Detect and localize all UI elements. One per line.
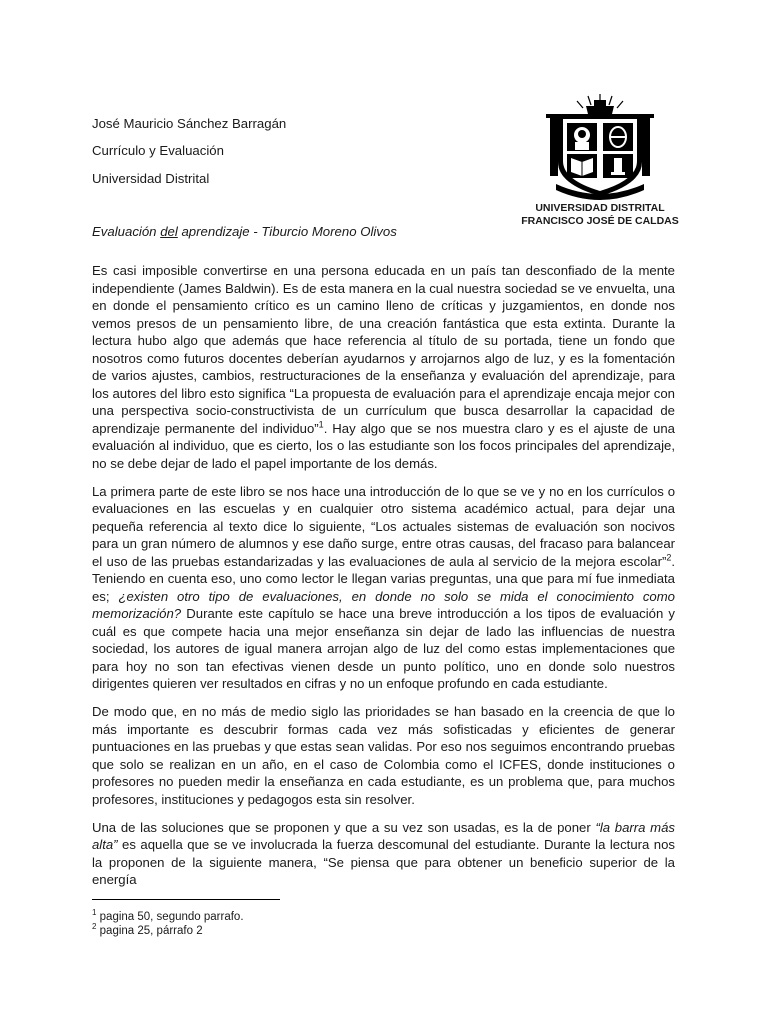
paragraph-2-text-b: . Teniendo en cuenta eso, uno como lector le llegan varias preguntas, una que para mí fue inmediata es; xyxy=(92,553,675,604)
course-name: Currículo y Evaluación xyxy=(92,143,224,158)
university-seal-icon xyxy=(520,92,680,200)
author-name: José Mauricio Sánchez Barragán xyxy=(92,116,287,131)
footnote-1-mark: 1 xyxy=(92,908,97,917)
paragraph-4 xyxy=(92,819,675,889)
logo-line-1: UNIVERSIDAD DISTRITAL xyxy=(535,202,665,214)
university-name: Universidad Distrital xyxy=(92,171,210,186)
footnote-1-text: pagina 50, segundo parrafo. xyxy=(96,910,244,923)
paragraph-2-text-a: La primera parte de este libro se nos hace una introducción de lo que se ve y no en los currículos o evaluaciones en las escuelas y en cualquier otro sistema académico actual, para dejar una pequeña referencia al texto dice lo siguiente, “Los actuales sistemas de evaluación son nocivos para un gran número de alumnos y ese daño surge, entre otras causas, del fracaso para balancear el uso de las pruebas estandarizadas y las evaluaciones de aula al servicio de la mejora escolar” xyxy=(92,483,675,569)
title-part-1: Evaluación xyxy=(92,224,161,239)
footnote-ref-2: 2 xyxy=(666,552,672,563)
paragraph-4-text-a: Una de las soluciones que se proponen y que a su vez son usadas, es la de poner xyxy=(92,819,596,835)
logo-line-2: FRANCISCO JOSÉ DE CALDAS xyxy=(521,215,679,227)
footnote-divider xyxy=(92,899,280,900)
paragraph-3: De modo que, en no más de medio siglo las prioridades se han basado en la creencia de que lo más importante es descubrir formas cada vez más sofisticadas y eficientes de generar puntuaciones en las pruebas y que estas sean validas. Por eso nos seguimos encontrando pruebas que solo se realizan en un año, en el caso de Colombia como el ICFES, donde instituciones o profesores no pueden medir la enseñanza en cada estudiante, es un problema que, para muchos profesores, instituciones y pedagogos esta sin resolver. xyxy=(92,704,675,807)
paragraph-2-question: ¿existen otro tipo de evaluaciones, en donde no solo se mida el conocimiento como memorización? xyxy=(92,588,675,621)
paragraph-1-text-a: Es casi imposible convertirse en una persona educada en un país tan desconfiado de la mente independiente (James Baldwin). Es de esta manera en la cual nuestra sociedad se ve envuelta, una en donde el pensamiento crítico es un camino lleno de críticas y juzgamientos, en donde nos vemos presos de un pensamiento libre, de una creación fantástica que esta extinta. Durante la lectura hubo algo que además que hace referencia al título de su portada, tiene un fondo que nosotros como futuros docentes deberían ayudarnos y arrojarnos algo de luz, y es la fomentación de varios ajustes, cambios, restructuraciones de la enseñanza y evaluación del aprendizaje, para los autores del libro esto significa “La propuesta de evaluación para el aprendizaje encaja mejor con una perspectiva socio-constructivista de un currículum que busca desarrollar la capacidad de aprendizaje permanente del individuo” xyxy=(92,263,675,436)
university-logo xyxy=(520,92,680,232)
paragraph-4-text-b: es aquella que se ve involucrada la fuerza descomunal del estudiante. Durante la lectura nos la proponen de la siguiente manera, “Se piensa que para obtener un beneficio superior de la energía xyxy=(92,837,675,887)
paragraph-4-quote: “la barra más alta” xyxy=(92,819,675,852)
title-part-2: aprendizaje - Tiburcio Moreno Olivos xyxy=(177,224,397,239)
footnote-ref-1: 1 xyxy=(318,419,324,430)
title-underlined-word: del xyxy=(160,224,178,239)
paragraph-2-text-c: Durante este capítulo se hace una breve introducción a los tipos de evaluación y cuál es que compete hacia una mejor enseñanza sin dejar de lado las influencias de nuestra sociedad, los autores de igual manera arrojan algo de luz del como estas implementaciones que para hoy no son tan efectivas vienen desde un punto político, uno en donde solo nuestros dirigentes quieren ver resultados en cifras y no un enfoque profundo en cada estudiante. xyxy=(92,606,675,691)
document-title xyxy=(92,224,397,239)
footnote-2 xyxy=(92,920,203,938)
body-text xyxy=(92,262,675,899)
footnote-2-text: pagina 25, párrafo 2 xyxy=(96,924,203,937)
paragraph-1 xyxy=(92,262,675,472)
footnote-2-mark: 2 xyxy=(92,922,97,931)
paragraph-1-text-b: . Hay algo que se nos muestra claro y es el ajuste de una evaluación al individuo, que es cierto, los o las estudiante son los focos principales del aprendizaje, no se debe dejar de lado el papel importante de los demás. xyxy=(92,420,675,471)
paragraph-2 xyxy=(92,483,675,693)
